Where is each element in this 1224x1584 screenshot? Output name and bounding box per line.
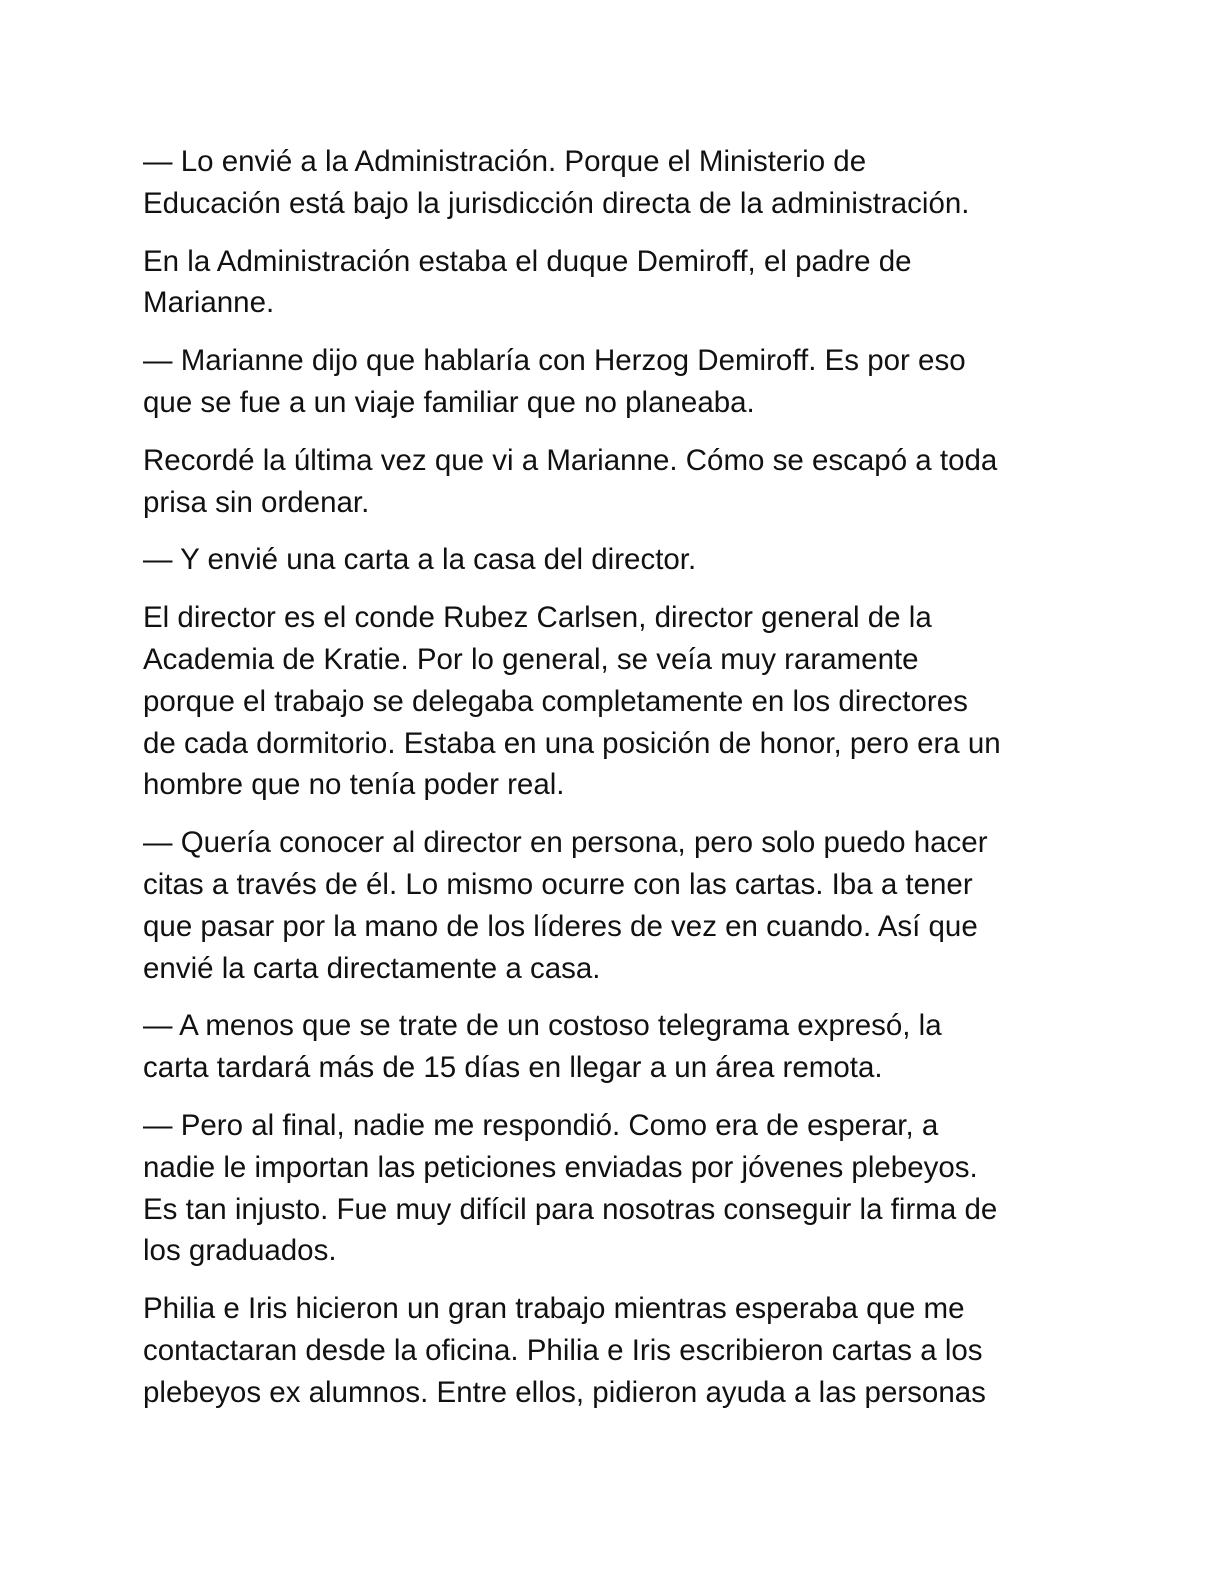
paragraph-line: — Y envié una carta a la casa del director. <box>143 543 697 577</box>
paragraph-3 <box>143 340 1078 424</box>
paragraph-line: envié la carta directamente a casa. <box>143 951 601 985</box>
paragraph-line: carta tardará más de 15 días en llegar a un área remota. <box>143 1051 883 1085</box>
paragraph-line: hombre que no tenía poder real. <box>143 768 565 802</box>
paragraph-4 <box>143 440 1078 524</box>
paragraph-line: — A menos que se trate de un costoso telegrama expresó, la <box>143 1009 942 1043</box>
paragraph-line: — Marianne dijo que hablaría con Herzog Demiroff. Es por eso <box>143 344 966 378</box>
paragraph-line: plebeyos ex alumnos. Entre ellos, pidieron ayuda a las personas <box>143 1375 986 1409</box>
document-page <box>143 141 1078 1430</box>
paragraph-7 <box>143 822 1078 989</box>
paragraph-line: Philia e Iris hicieron un gran trabajo mientras esperaba que me <box>143 1292 965 1326</box>
paragraph-line: citas a través de él. Lo mismo ocurre con las cartas. Iba a tener <box>143 867 973 901</box>
paragraph-line: nadie le importan las peticiones enviadas por jóvenes plebeyos. <box>143 1150 978 1184</box>
paragraph-line: En la Administración estaba el duque Demiroff, el padre de <box>143 244 912 278</box>
paragraph-2 <box>143 241 1078 325</box>
paragraph-line: Educación está bajo la jurisdicción directa de la administración. <box>143 186 970 220</box>
paragraph-line: El director es el conde Rubez Carlsen, director general de la <box>143 601 932 635</box>
paragraph-line: Recordé la última vez que vi a Marianne. Cómo se escapó a toda <box>143 443 998 477</box>
paragraph-line: contactaran desde la oficina. Philia e Iris escribieron cartas a los <box>143 1333 983 1367</box>
paragraph-line: de cada dormitorio. Estaba en una posición de honor, pero era un <box>143 726 1001 760</box>
paragraph-8 <box>143 1005 1078 1089</box>
paragraph-6 <box>143 597 1078 806</box>
paragraph-10 <box>143 1288 1078 1413</box>
paragraph-line: Academia de Kratie. Por lo general, se veía muy raramente <box>143 642 919 676</box>
paragraph-line: Marianne. <box>143 286 275 320</box>
paragraph-line: que se fue a un viaje familiar que no planeaba. <box>143 385 755 419</box>
paragraph-line: Es tan injusto. Fue muy difícil para nosotras conseguir la firma de <box>143 1192 998 1226</box>
paragraph-line: — Pero al final, nadie me respondió. Como era de esperar, a <box>143 1108 939 1142</box>
paragraph-line: — Lo envié a la Administración. Porque el Ministerio de <box>143 145 867 178</box>
paragraph-9 <box>143 1105 1078 1272</box>
paragraph-line: — Quería conocer al director en persona, pero solo puedo hacer <box>143 826 988 860</box>
paragraph-line: porque el trabajo se delegaba completamente en los directores <box>143 684 968 718</box>
paragraph-line: los graduados. <box>143 1234 337 1268</box>
paragraph-line: que pasar por la mano de los líderes de vez en cuando. Así que <box>143 909 978 943</box>
paragraph-1 <box>143 141 1078 225</box>
paragraph-line: prisa sin ordenar. <box>143 485 370 519</box>
paragraph-5 <box>143 539 1078 581</box>
